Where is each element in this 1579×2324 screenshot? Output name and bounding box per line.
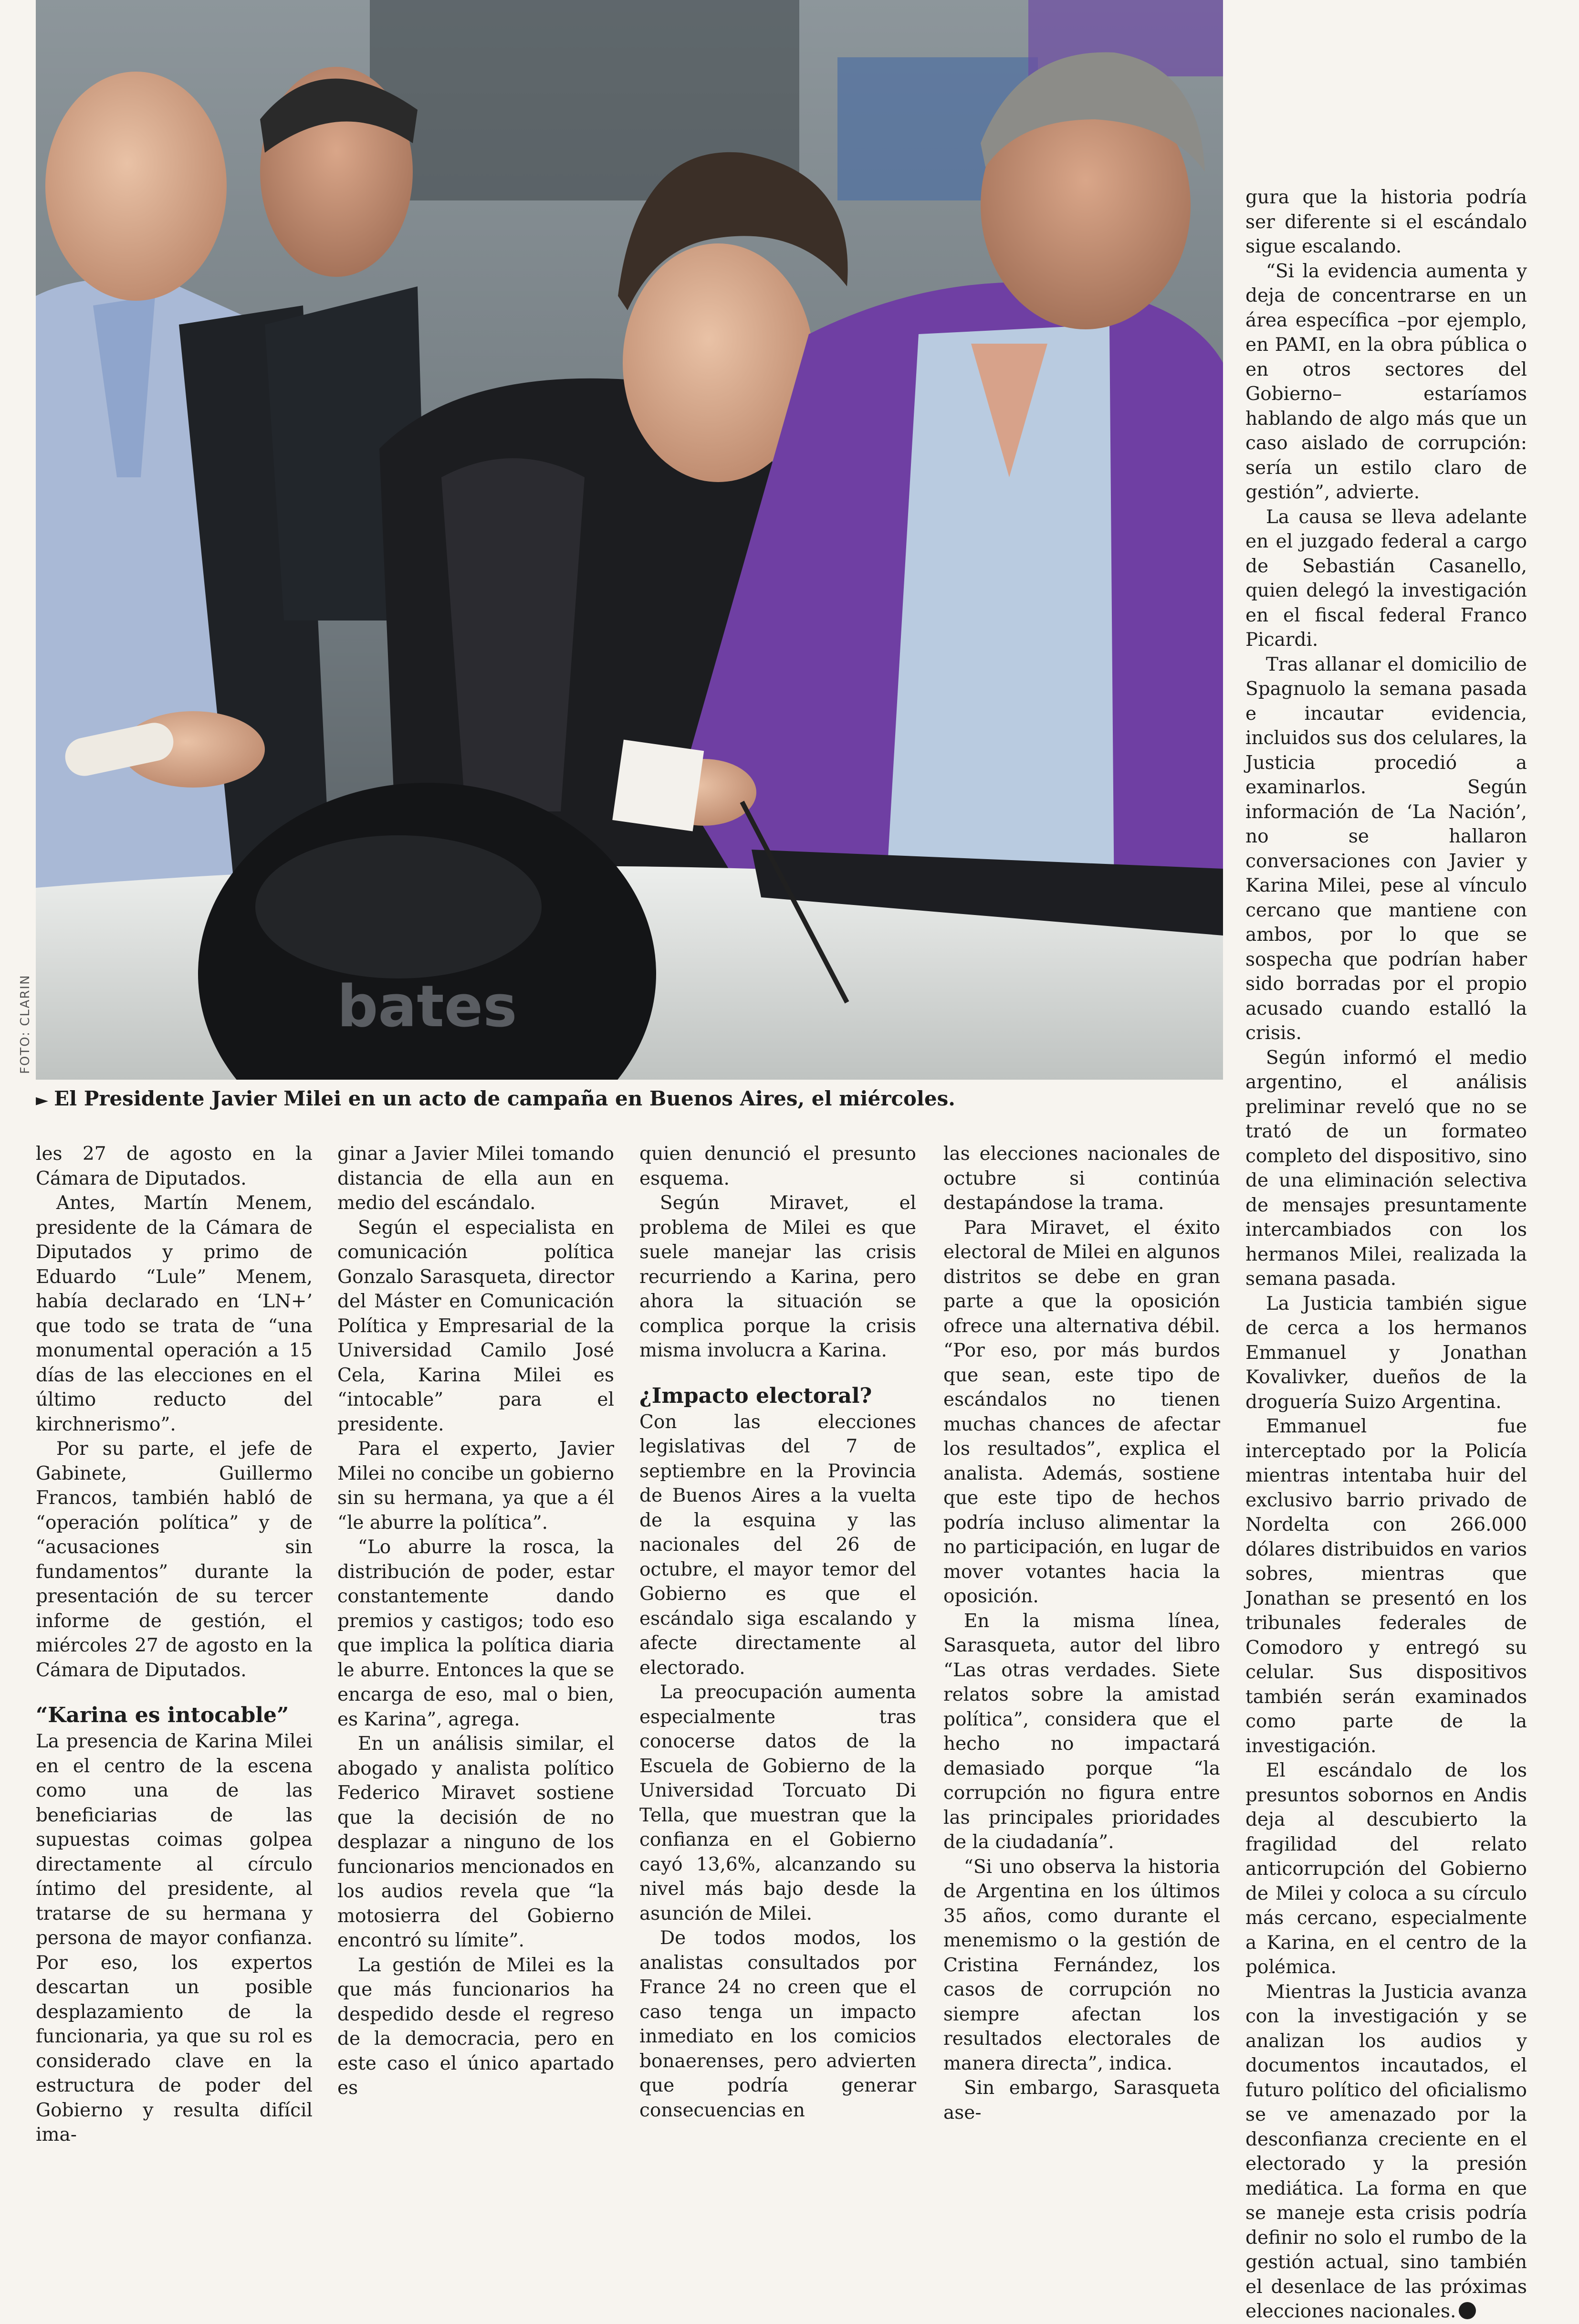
paragraph: Por su parte, el jefe de Gabinete, Guillermo Francos, también habló de “operación política” y de “acusaciones sin fundamentos” durante la presentación de su tercer informe de gestión, el miércoles 27 de agosto en la Cámara de Diputados. [36,1438,313,1681]
paragraph: En la misma línea, Sarasqueta, autor del libro “Las otras verdades. Siete relatos sobre la amistad política”, considera que el hecho no impactará demasiado porque “la corrupción no figura entre las principales prioridades de la ciudadanía”. [943,1610,1220,1853]
news-photo [36,0,1223,1080]
paragraph: De todos modos, los analistas consultados por France 24 no creen que el caso tenga un impacto inmediato en los comicios bonaerenses, pero advierten que podría generar consecuencias en [639,1927,916,2121]
section-heading: “Karina es intocable” [36,1703,289,1727]
article-column-3 [639,1142,916,2123]
paragraph: las elecciones nacionales de octubre si continúa destapándose la trama. [943,1143,1220,1214]
article-column-5 [1245,185,1527,2324]
paragraph: Según el especialista en comunicación política Gonzalo Sarasqueta, director del Máster en Comunicación Política y Empresarial de la Universidad Camilo José Cela, Karina Milei es “intocable” para el presidente. [337,1217,614,1435]
paragraph: Según informó el medio argentino, el análisis preliminar reveló que no se trató de un formateo completo del dispositivo, sino de una eliminación selectiva de mensajes presuntamente intercambiados con los hermanos Milei, realizada la semana pasada. [1245,1047,1527,1290]
paragraph: ginar a Javier Milei tomando distancia de ella aun en medio del escándalo. [337,1143,614,1214]
article-column-1 [36,1142,313,2147]
paragraph: Con las elecciones legislativas del 7 de septiembre en la Provincia de Buenos Aires a la vuelta de la esquina y las nacionales del 26 de octubre, el mayor temor del Gobierno es que el escándalo siga escalando y afecte directamente al electorado. [639,1411,916,1679]
paragraph: El escándalo de los presuntos sobornos en Andis deja al descubierto la fragilidad del relato anticorrupción del Gobierno de Milei y coloca a su círculo más cercano, especialmente a Karina, en el centro de la polémica. [1245,1760,1527,1978]
paragraph: Antes, Martín Menem, presidente de la Cámara de Diputados y primo de Eduardo “Lule” Menem, había declarado en ‘LN+’ que todo se trata de “una monumental operación a 15 días de las elecciones en el último reducto del kirchnerismo”. [36,1192,313,1435]
caption-text: El Presidente Javier Milei en un acto de campaña en Buenos Aires, el miércoles. [54,1087,955,1110]
paragraph: les 27 de agosto en la Cámara de Diputados. [36,1143,313,1189]
section-heading: ¿Impacto electoral? [639,1383,872,1408]
photo-illustration [36,0,1223,1080]
article-column-2 [337,1142,614,2101]
paragraph: La causa se lleva adelante en el juzgado federal a cargo de Sebastián Casanello, quien delegó la investigación en el fiscal federal Franco Picardi. [1245,506,1527,651]
paragraph: Emmanuel fue interceptado por la Policía mientras intentaba huir del exclusivo barrio privado de Nordelta con 266.000 dólares distribuidos en varios sobres, mientras que Jonathan se presentó en los tribunales federales de Comodoro y entregó su celular. Sus dispositivos también serán examinados como parte de la investigación. [1245,1416,1527,1757]
paragraph: “Lo aburre la rosca, la distribución de poder, estar constantemente dando premios y castigos; todo eso que implica la política diaria le aburre. Entonces la que se encarga de eso, mal o bien, es Karina”, agrega. [337,1536,614,1730]
paragraph: Para el experto, Javier Milei no concibe un gobierno sin su hermana, ya que a él “le aburre la política”. [337,1438,614,1534]
paragraph: Para Miravet, el éxito electoral de Milei en algunos distritos se debe en gran parte a que la oposición ofrece una alternativa débil. “Por eso, por más burdos que sean, este tipo de escándalos no tienen muchas chances de afectar los resultados”, explica el analista. Además, sostiene que este tipo de hechos podría incluso alimentar la no participación, en lugar de mover votantes hacia la oposición. [943,1217,1220,1607]
paragraph: “Si uno observa la historia de Argentina en los últimos 35 años, como durante el menemismo o la gestión de Cristina Fernández, los casos de corrupción no siempre afectan los resultados electorales de manera directa”, indica. [943,1856,1220,2074]
paragraph-text: Mientras la Justicia avanza con la investigación y se analizan los audios y documentos incautados, el futuro político del oficialismo se ve amenazado por la desconfianza creciente en el electorado y la presión mediática. La forma en que se maneje esta crisis podría definir no solo el rumbo de la gestión actual, sino también el desenlace de las próximas elecciones nacionales. [1245,1981,1527,2322]
paragraph: gura que la historia podría ser diferente si el escándalo sigue escalando. [1245,187,1527,257]
article-end-icon [1459,2302,1476,2319]
paragraph: En un análisis similar, el abogado y analista político Federico Miravet sostiene que la decisión de no desplazar a ninguno de los funcionarios mencionados en los audios revela que “la motosierra del Gobierno encontró su límite”. [337,1733,614,1951]
photo-caption [36,1084,1223,1115]
paragraph: La gestión de Milei es la que más funcionarios ha despedido desde el regreso de la democracia, pero en este caso el único apartado es [337,1954,614,2099]
paragraph [1245,1980,1527,2324]
paragraph: Tras allanar el domicilio de Spagnuolo la semana pasada e incautar evidencia, incluidos sus dos celulares, la Justicia procedió a examinarlos. Según información de ‘La Nación’, no se hallaron conversaciones con Javier y Karina Milei, pese al vínculo cercano que mantiene con ambos, por lo que se sospecha que podrían haber sido borradas por el propio acusado cuando estalló la crisis. [1245,653,1527,1044]
article-column-4 [943,1142,1220,2125]
paragraph: Según Miravet, el problema de Milei es que suele manejar las crisis recurriendo a Karina, pero ahora la situación se complica porque la crisis misma involucra a Karina. [639,1192,916,1361]
paragraph: La preocupación aumenta especialmente tras conocerse datos de la Escuela de Gobierno de la Universidad Torcuato Di Tella, que muestran que la confianza en el Gobierno cayó 13,6%, alcanzando su nivel más bajo desde la asunción de Milei. [639,1682,916,1924]
paragraph: Sin embargo, Sarasqueta ase- [943,2077,1220,2124]
photo-credit: FOTO: CLARIN [18,974,32,1074]
paragraph: quien denunció el presunto esquema. [639,1143,916,1189]
caption-arrow-icon: ► [36,1091,49,1110]
helmet-brand-text: bates [337,974,517,1040]
paragraph: La Justicia también sigue de cerca a los hermanos Emmanuel y Jonathan Kovalivker, dueños de la droguería Suizo Argentina. [1245,1293,1527,1413]
paragraph: La presencia de Karina Milei en el centro de la escena como una de las beneficiarias de las supuestas coimas golpea directamente al círculo íntimo del presidente, al tratarse de su hermana y persona de mayor confianza. Por eso, los expertos descartan un posible desplazamiento de la funcionaria, ya que su rol es considerado clave en la estructura de poder del Gobierno y resulta difícil ima- [36,1731,313,2145]
paragraph: “Si la evidencia aumenta y deja de concentrarse en un área específica –por ejemplo, en PAMI, en la obra pública o en otros sectores del Gobierno– estaríamos hablando de algo más que un caso aislado de corrupción: sería un estilo claro de gestión”, advierte. [1245,260,1527,503]
